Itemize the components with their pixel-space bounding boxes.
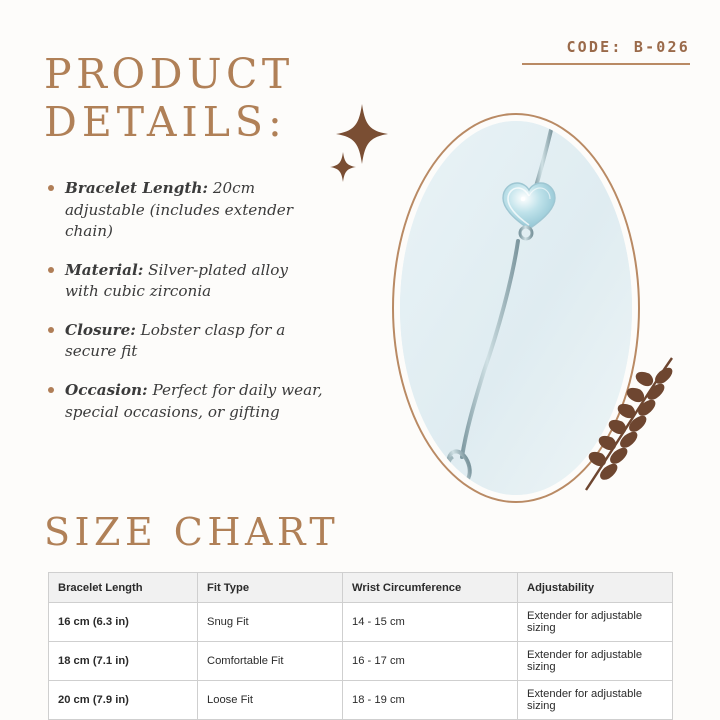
list-item-label: Material: bbox=[65, 260, 144, 279]
size-chart-table bbox=[48, 572, 673, 720]
table-row bbox=[49, 642, 673, 681]
list-item-value: Perfect for daily wear, special occasions, or gifting bbox=[65, 381, 323, 421]
column-header: Bracelet Length bbox=[49, 573, 198, 603]
bullet-dot-icon bbox=[48, 327, 54, 333]
code-underline bbox=[522, 63, 690, 65]
column-header: Wrist Circumference bbox=[343, 573, 518, 603]
table-cell: Extender for adjustable sizing bbox=[518, 642, 673, 681]
leaf-icon bbox=[548, 352, 678, 507]
bullet-dot-icon bbox=[48, 267, 54, 273]
table-cell: 16 - 17 cm bbox=[343, 642, 518, 681]
product-code-block bbox=[522, 38, 690, 65]
list-item-value: Lobster clasp for a secure fit bbox=[65, 320, 286, 361]
list-item-text bbox=[65, 380, 326, 423]
list-item-label: Occasion: bbox=[65, 381, 148, 400]
column-header: Fit Type bbox=[198, 573, 343, 603]
list-item-label: Closure: bbox=[65, 320, 136, 339]
page-title bbox=[44, 50, 294, 147]
table-row bbox=[49, 681, 673, 720]
bullet-dot-icon bbox=[48, 387, 54, 393]
page-title-line1: PRODUCT bbox=[44, 50, 294, 98]
product-code: CODE: B-026 bbox=[566, 38, 690, 56]
table-cell: 20 cm (7.9 in) bbox=[49, 681, 198, 720]
table-cell: Loose Fit bbox=[198, 681, 343, 720]
table-cell: Extender for adjustable sizing bbox=[518, 603, 673, 642]
page-title-line2: DETAILS: bbox=[44, 98, 287, 147]
table-cell: Snug Fit bbox=[198, 603, 343, 642]
list-item-label: Bracelet Length: bbox=[65, 179, 208, 197]
list-item-value: Silver-plated alloy with cubic zirconia bbox=[65, 260, 289, 301]
column-header: Adjustability bbox=[518, 573, 673, 603]
list-item-text bbox=[65, 320, 326, 363]
bullet-dot-icon bbox=[48, 185, 54, 191]
table-row bbox=[49, 603, 673, 642]
list-item bbox=[48, 320, 326, 363]
size-chart-title: SIZE CHART bbox=[44, 510, 340, 554]
table-cell: 18 cm (7.1 in) bbox=[49, 642, 198, 681]
table-header-row bbox=[49, 573, 673, 603]
product-details-list bbox=[48, 178, 326, 440]
list-item bbox=[48, 380, 326, 423]
list-item bbox=[48, 178, 326, 243]
table-cell: 18 - 19 cm bbox=[343, 681, 518, 720]
table-cell: Comfortable Fit bbox=[198, 642, 343, 681]
table-cell: 16 cm (6.3 in) bbox=[49, 603, 198, 642]
list-item bbox=[48, 260, 326, 303]
list-item-text bbox=[65, 178, 326, 243]
sparkle-icon bbox=[330, 152, 356, 182]
table-cell: 14 - 15 cm bbox=[343, 603, 518, 642]
list-item-value: 20cm adjustable (includes extender chain) bbox=[65, 179, 294, 241]
list-item-text bbox=[65, 260, 326, 303]
table-cell: Extender for adjustable sizing bbox=[518, 681, 673, 720]
